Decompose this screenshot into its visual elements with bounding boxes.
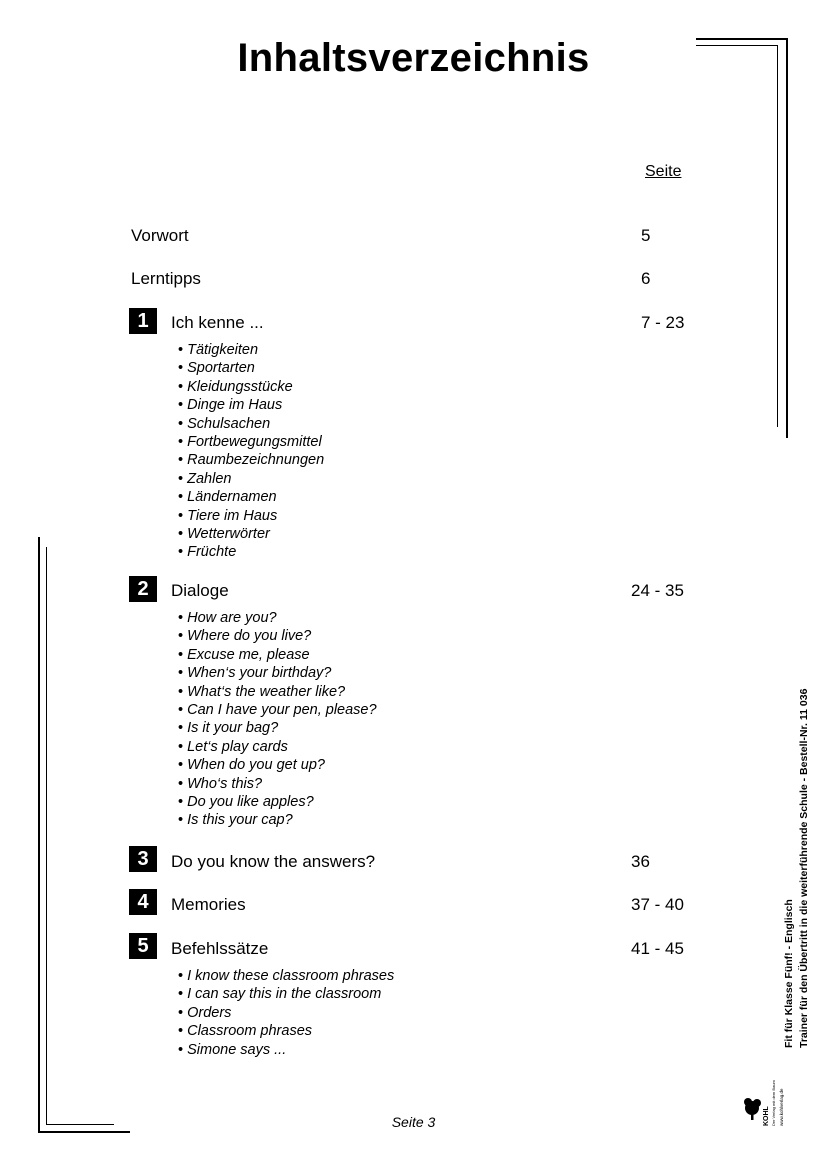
chapter-1-pages: 7 - 23	[641, 313, 685, 332]
list-item: • Excuse me, please	[178, 646, 377, 664]
toc-entry-vorwort: Vorwort	[131, 226, 189, 245]
toc-entry-lerntipps: Lerntipps	[131, 269, 201, 288]
list-item: • Fortbewegungsmittel	[178, 433, 324, 451]
toc-entry-lerntipps-pages: 6	[641, 269, 651, 288]
chapter-4-pages: 37 - 40	[631, 895, 684, 914]
chapter-3-title: Do you know the answers?	[171, 852, 376, 871]
list-item: • Sportarten	[178, 359, 324, 377]
logo-brand: KOHL	[763, 1106, 770, 1126]
list-item: • Tiere im Haus	[178, 507, 324, 525]
chapter-2-pages: 24 - 35	[631, 581, 684, 600]
chapter-5-topic-list	[178, 967, 394, 1059]
list-item: • I know these classroom phrases	[178, 967, 394, 985]
list-item: • Can I have your pen, please?	[178, 701, 377, 719]
chapter-4-number-badge: 4	[129, 889, 157, 915]
list-item: • Dinge im Haus	[178, 396, 324, 414]
frame-line-left-inner	[46, 547, 47, 1125]
frame-line-bottom-outer	[38, 1131, 130, 1133]
chapter-1-topic-list	[178, 341, 324, 562]
list-item: • Do you like apples?	[178, 793, 377, 811]
frame-line-top-outer	[696, 38, 788, 40]
list-item: • When do you get up?	[178, 756, 377, 774]
list-item: • Where do you live?	[178, 627, 377, 645]
chapter-3-number-badge: 3	[129, 846, 157, 872]
chapter-5-title: Befehlssätze	[171, 939, 269, 958]
list-item: • What‘s the weather like?	[178, 683, 377, 701]
page-footer-number: Seite 3	[391, 1114, 436, 1130]
chapter-1-number-badge: 1	[129, 308, 157, 334]
logo-tagline: Der Verlag mit dem Baum	[771, 1080, 776, 1126]
list-item: • Is this your cap?	[178, 811, 377, 829]
page-column-header: Seite	[645, 163, 682, 180]
list-item: • Who‘s this?	[178, 775, 377, 793]
sidebar-line-1: Fit für Klasse Fünf! - Englisch	[783, 899, 795, 1048]
list-item: • Kleidungsstücke	[178, 378, 324, 396]
frame-line-right-inner	[777, 45, 778, 427]
list-item: • Let‘s play cards	[178, 738, 377, 756]
frame-line-top-inner	[696, 45, 778, 46]
list-item: • Schulsachen	[178, 415, 324, 433]
chapter-2-title: Dialoge	[171, 581, 229, 600]
list-item: • I can say this in the classroom	[178, 985, 394, 1003]
list-item: • Früchte	[178, 543, 324, 561]
list-item: • Tätigkeiten	[178, 341, 324, 359]
list-item: • Orders	[178, 1004, 394, 1022]
list-item: • Is it your bag?	[178, 719, 377, 737]
chapter-5-number-badge: 5	[129, 933, 157, 959]
frame-line-left-outer	[38, 537, 40, 1133]
toc-entry-vorwort-pages: 5	[641, 226, 651, 245]
frame-line-right-outer	[786, 38, 788, 438]
list-item: • Ländernamen	[178, 488, 324, 506]
page-title: Inhaltsverzeichnis	[237, 36, 590, 80]
list-item: • Classroom phrases	[178, 1022, 394, 1040]
chapter-2-topic-list	[178, 609, 377, 830]
chapter-3-pages: 36	[631, 852, 650, 871]
chapter-5-pages: 41 - 45	[631, 939, 684, 958]
publisher-logo	[742, 1060, 796, 1130]
list-item: • Wetterwörter	[178, 525, 324, 543]
publication-sidebar	[782, 689, 812, 1048]
chapter-4-title: Memories	[171, 895, 246, 914]
logo-url: www.kohlverlag.de	[779, 1088, 784, 1126]
list-item: • Zahlen	[178, 470, 324, 488]
list-item: • When‘s your birthday?	[178, 664, 377, 682]
chapter-2-number-badge: 2	[129, 576, 157, 602]
tree-logo-icon	[742, 1060, 796, 1130]
chapter-1-title: Ich kenne ...	[171, 313, 264, 332]
sidebar-line-2: Trainer für den Übertritt in die weiterführende Schule - Bestell-Nr. 11 036	[798, 688, 810, 1048]
list-item: • How are you?	[178, 609, 377, 627]
list-item: • Simone says ...	[178, 1041, 394, 1059]
list-item: • Raumbezeichnungen	[178, 451, 324, 469]
